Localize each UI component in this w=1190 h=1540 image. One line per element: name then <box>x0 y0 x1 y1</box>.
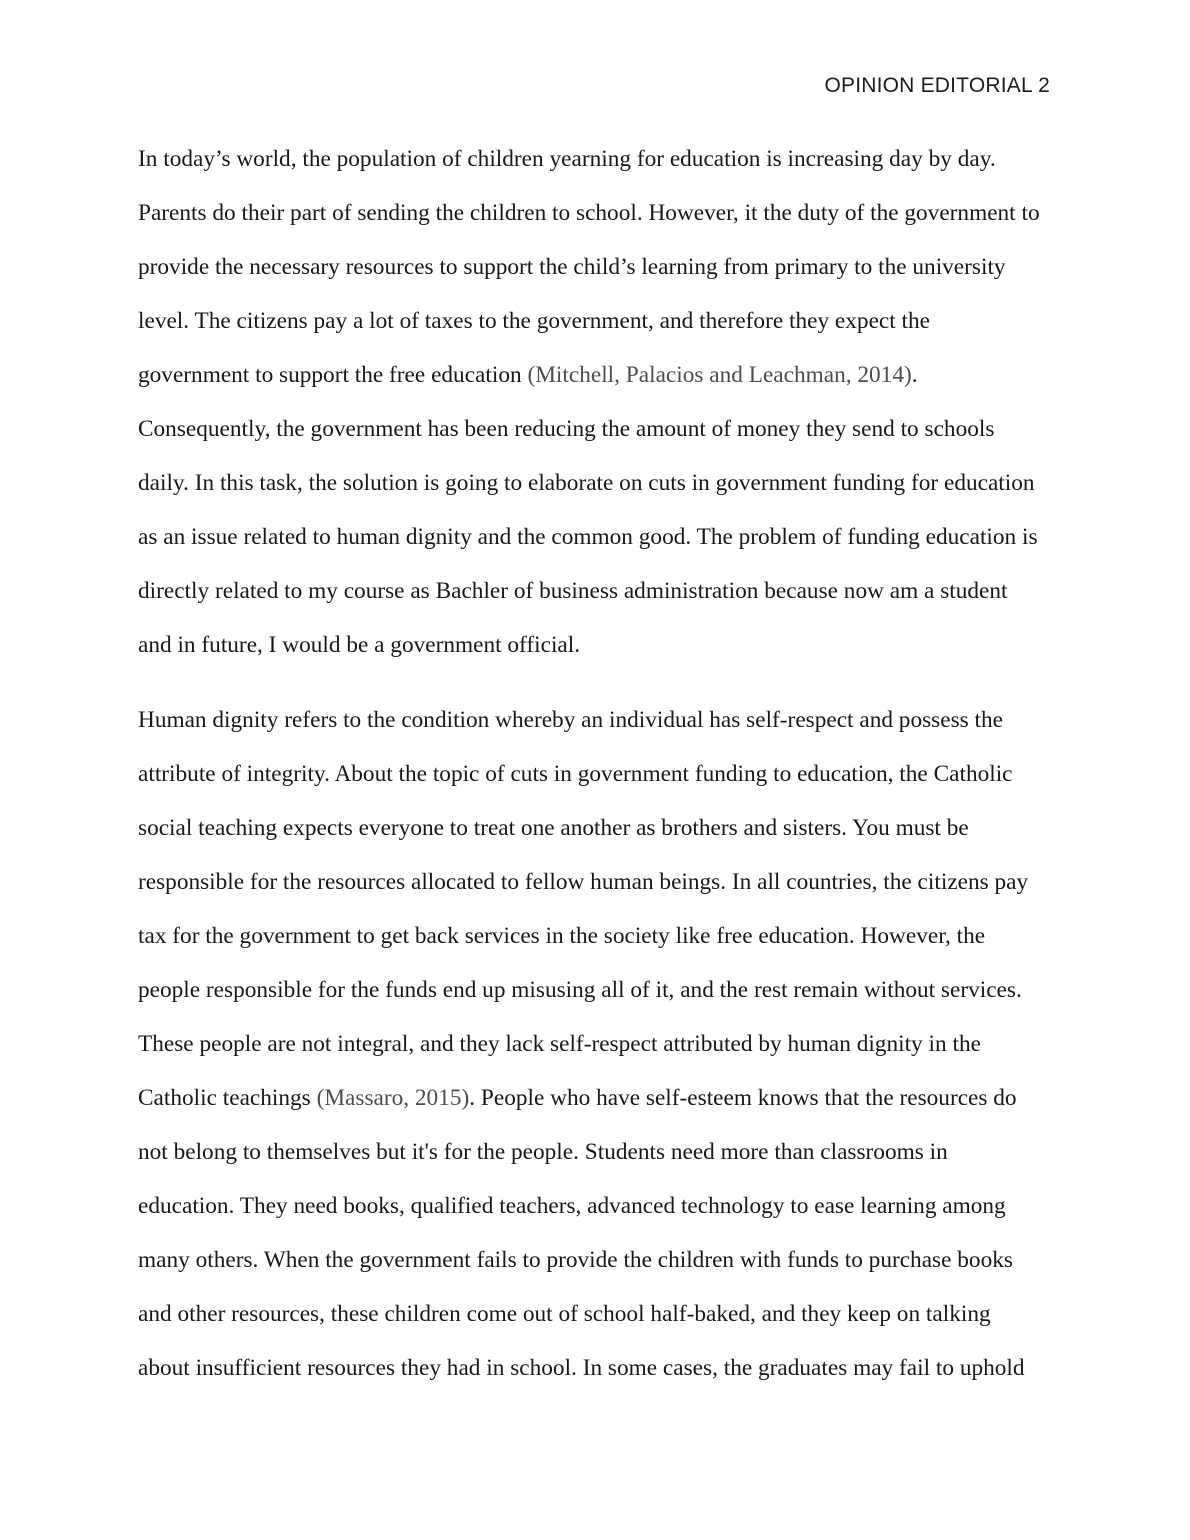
text-segment: about insufficient resources they had in school. In some cases, the graduates may fail to uphold <box>138 1355 1025 1381</box>
text-segment: level. The citizens pay a lot of taxes to the government, and therefore they expect the <box>138 308 931 334</box>
paragraph-2 <box>138 693 1053 1395</box>
text-line <box>138 1125 1053 1179</box>
running-head: OPINION EDITORIAL 2 <box>824 74 1050 97</box>
text-line <box>138 564 1053 618</box>
text-segment: These people are not integral, and they lack self-respect attributed by human dignity in the <box>138 1031 981 1057</box>
text-line <box>138 1179 1053 1233</box>
citation: (Massaro, 2015) <box>316 1085 470 1111</box>
text-line <box>138 855 1053 909</box>
text-segment: Human dignity refers to the condition whereby an individual has self-respect and possess the <box>138 707 1003 733</box>
text-segment: and other resources, these children come out of school half-baked, and they keep on talking <box>138 1301 991 1327</box>
text-line <box>138 186 1053 240</box>
text-line <box>138 294 1053 348</box>
text-line <box>138 510 1053 564</box>
text-segment: not belong to themselves but it's for the people. Students need more than classrooms in <box>138 1139 948 1165</box>
text-segment: provide the necessary resources to support the child’s learning from primary to the university <box>138 254 1006 280</box>
text-line <box>138 693 1053 747</box>
text-segment: social teaching expects everyone to treat one another as brothers and sisters. You must be <box>138 815 969 841</box>
text-segment: directly related to my course as Bachler of business administration because now am a student <box>138 578 1008 604</box>
text-line <box>138 240 1053 294</box>
text-line <box>138 348 1053 402</box>
text-segment: daily. In this task, the solution is going to elaborate on cuts in government funding for education <box>138 470 1035 496</box>
text-segment: Consequently, the government has been reducing the amount of money they send to schools <box>138 416 995 442</box>
text-segment: Catholic teachings <box>138 1085 317 1111</box>
text-line <box>138 801 1053 855</box>
text-line <box>138 456 1053 510</box>
text-segment: . <box>911 362 918 388</box>
text-segment: . People who have self-esteem knows that the resources do <box>469 1085 1017 1111</box>
paragraph-1 <box>138 132 1053 672</box>
text-line <box>138 1071 1053 1125</box>
text-line <box>138 402 1053 456</box>
text-line <box>138 963 1053 1017</box>
text-segment: and in future, I would be a government official. <box>138 632 581 658</box>
text-line <box>138 747 1053 801</box>
text-line <box>138 132 1053 186</box>
text-segment: attribute of integrity. About the topic of cuts in government funding to education, the Catholic <box>138 761 1013 787</box>
text-segment: responsible for the resources allocated to fellow human beings. In all countries, the citizens pay <box>138 869 1029 895</box>
text-segment: government to support the free education <box>138 362 528 388</box>
text-line <box>138 1341 1053 1395</box>
text-segment: education. They need books, qualified teachers, advanced technology to ease learning among <box>138 1193 1006 1219</box>
text-line <box>138 1017 1053 1071</box>
text-line <box>138 618 1053 672</box>
citation: (Mitchell, Palacios and Leachman, 2014) <box>527 362 912 388</box>
text-segment: In today’s world, the population of children yearning for education is increasing day by day. <box>138 146 996 172</box>
text-segment: people responsible for the funds end up misusing all of it, and the rest remain without services. <box>138 977 1022 1003</box>
document-body <box>138 132 1053 1416</box>
text-line <box>138 909 1053 963</box>
text-segment: many others. When the government fails to provide the children with funds to purchase books <box>138 1247 1013 1273</box>
text-line <box>138 1233 1053 1287</box>
text-segment: as an issue related to human dignity and the common good. The problem of funding education is <box>138 524 1038 550</box>
text-segment: tax for the government to get back services in the society like free education. However, the <box>138 923 986 949</box>
text-segment: Parents do their part of sending the children to school. However, it the duty of the government to <box>138 200 1040 226</box>
text-line <box>138 1287 1053 1341</box>
